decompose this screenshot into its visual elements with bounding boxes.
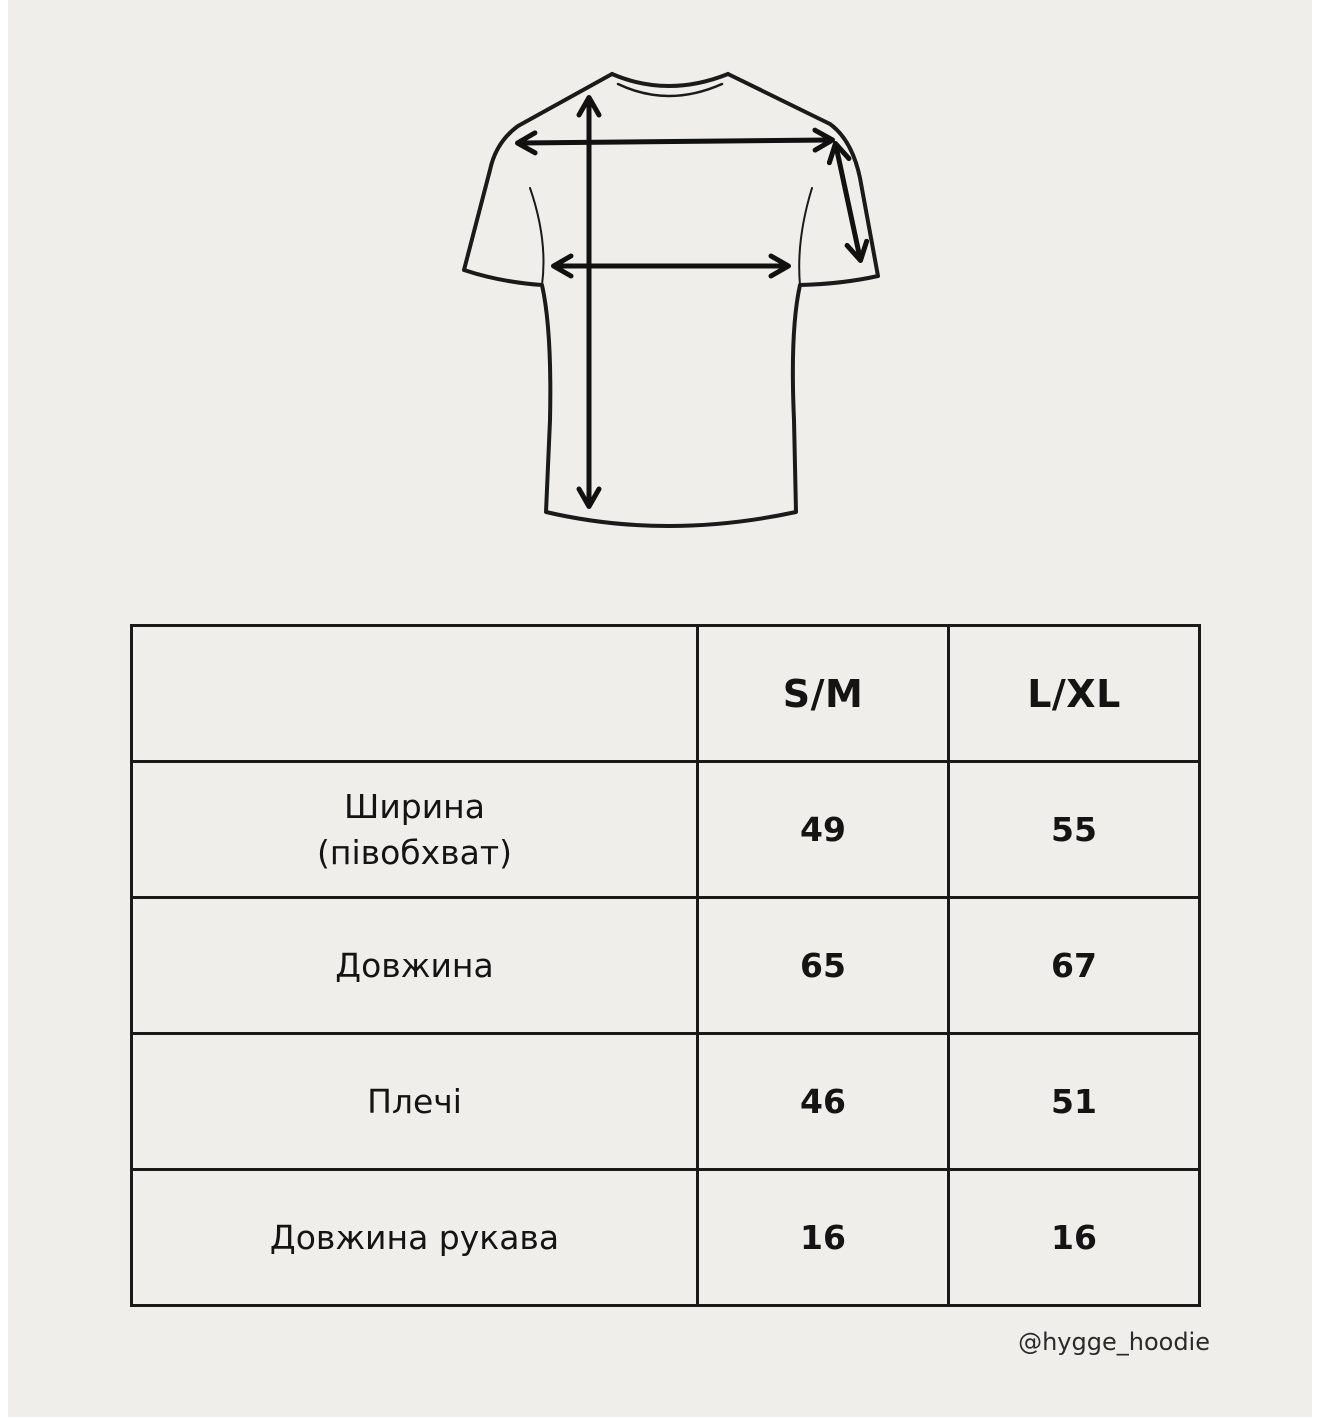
brand-handle: @hygge_hoodie bbox=[1018, 1328, 1210, 1356]
value-cell: 16 bbox=[698, 1170, 949, 1306]
table-row bbox=[132, 762, 1200, 898]
value-cell: 67 bbox=[949, 898, 1200, 1034]
value-cell: 51 bbox=[949, 1034, 1200, 1170]
row-label-cell bbox=[132, 1034, 698, 1170]
row-label: Довжина bbox=[335, 945, 494, 985]
size-header-sm: S/M bbox=[698, 626, 949, 762]
row-label: Довжина рукава bbox=[269, 1217, 560, 1257]
row-label-cell bbox=[132, 898, 698, 1034]
row-label: Плечі bbox=[367, 1081, 462, 1121]
header-empty-cell bbox=[132, 626, 698, 762]
size-header-lxl: L/XL bbox=[949, 626, 1200, 762]
row-label-sub: (півобхват) bbox=[317, 832, 512, 872]
value-cell: 46 bbox=[698, 1034, 949, 1170]
row-label: Ширина bbox=[344, 786, 485, 826]
value-cell: 49 bbox=[698, 762, 949, 898]
value-cell: 55 bbox=[949, 762, 1200, 898]
row-label-cell bbox=[132, 762, 698, 898]
size-chart-table bbox=[130, 624, 1201, 1307]
value-cell: 65 bbox=[698, 898, 949, 1034]
table-row bbox=[132, 1170, 1200, 1306]
table-header-row bbox=[132, 626, 1200, 762]
measurement-arrows bbox=[520, 100, 860, 504]
table-row bbox=[132, 1034, 1200, 1170]
shoulders-arrow-icon bbox=[520, 140, 830, 143]
value-cell: 16 bbox=[949, 1170, 1200, 1306]
table-row bbox=[132, 898, 1200, 1034]
row-label-cell bbox=[132, 1170, 698, 1306]
t-shirt-diagram-icon bbox=[440, 60, 900, 550]
